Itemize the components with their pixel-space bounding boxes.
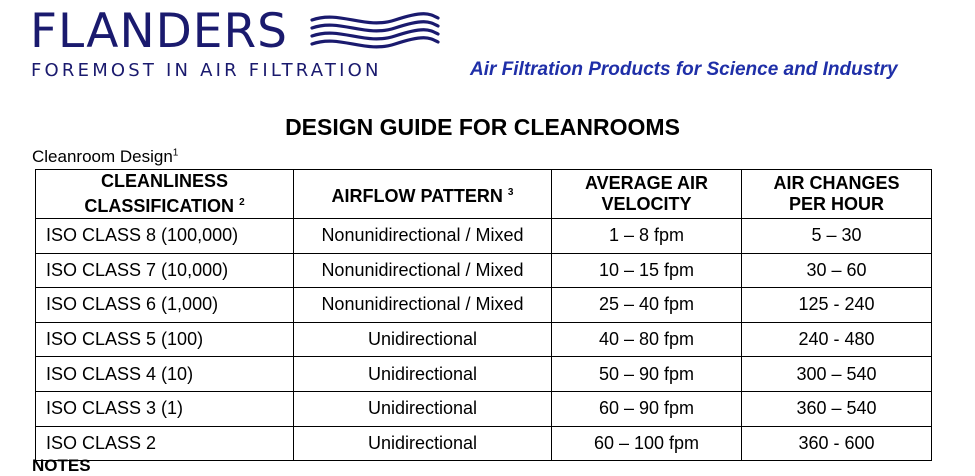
air-velocity-cell: 10 – 15 fpm — [552, 253, 742, 288]
classification-cell: ISO CLASS 2 — [36, 426, 294, 461]
page-title: DESIGN GUIDE FOR CLEANROOMS — [285, 114, 680, 140]
airflow-pattern-cell: Unidirectional — [294, 391, 552, 426]
table-row — [36, 426, 932, 461]
airflow-pattern-cell: Unidirectional — [294, 357, 552, 392]
air-changes-cell: 240 - 480 — [742, 322, 932, 357]
table-row — [36, 288, 932, 323]
air-velocity-cell: 60 – 100 fpm — [552, 426, 742, 461]
notes-heading: NOTES — [32, 456, 91, 475]
brand-logo-text: FLANDERS — [30, 4, 288, 59]
caption-footnote-marker: 1 — [172, 147, 179, 159]
cleanroom-design-table — [35, 169, 932, 461]
table-caption — [32, 147, 178, 167]
header-airflow-pattern: AIRFLOW PATTERN $^3$ — [294, 170, 552, 219]
caption-text: Cleanroom Design — [32, 147, 173, 166]
table-row — [36, 322, 932, 357]
airflow-pattern-cell: Nonunidirectional / Mixed — [294, 253, 552, 288]
air-velocity-cell: 60 – 90 fpm — [552, 391, 742, 426]
air-changes-cell: 360 – 540 — [742, 391, 932, 426]
header-cleanliness-classification: CLEANLINESS CLASSIFICATION $^2$ — [36, 170, 294, 219]
classification-cell: ISO CLASS 3 (1) — [36, 391, 294, 426]
table-header-row — [36, 170, 932, 219]
air-changes-cell: 5 – 30 — [742, 219, 932, 254]
header-air-changes-per-hour: AIR CHANGES PER HOUR — [742, 170, 932, 219]
classification-cell: ISO CLASS 5 (100) — [36, 322, 294, 357]
airflow-pattern-cell: Nonunidirectional / Mixed — [294, 288, 552, 323]
header-slogan: Air Filtration Products for Science and Industry — [470, 59, 898, 80]
classification-cell: ISO CLASS 4 (10) — [36, 357, 294, 392]
classification-cell: ISO CLASS 8 (100,000) — [36, 219, 294, 254]
air-velocity-cell: 1 – 8 fpm — [552, 219, 742, 254]
classification-cell: ISO CLASS 6 (1,000) — [36, 288, 294, 323]
air-velocity-cell: 40 – 80 fpm — [552, 322, 742, 357]
air-changes-cell: 125 - 240 — [742, 288, 932, 323]
table-row — [36, 219, 932, 254]
airflow-pattern-cell: Nonunidirectional / Mixed — [294, 219, 552, 254]
airflow-pattern-cell: Unidirectional — [294, 322, 552, 357]
air-velocity-cell: 50 – 90 fpm — [552, 357, 742, 392]
classification-cell: ISO CLASS 7 (10,000) — [36, 253, 294, 288]
airflow-pattern-cell: Unidirectional — [294, 426, 552, 461]
waves-logo-icon — [310, 12, 440, 56]
header-average-air-velocity: AVERAGE AIR VELOCITY — [552, 170, 742, 219]
table-row — [36, 253, 932, 288]
air-velocity-cell: 25 – 40 fpm — [552, 288, 742, 323]
table-row — [36, 391, 932, 426]
air-changes-cell: 30 – 60 — [742, 253, 932, 288]
brand-tagline: FOREMOST IN AIR FILTRATION — [31, 60, 382, 81]
table-row — [36, 357, 932, 392]
air-changes-cell: 360 - 600 — [742, 426, 932, 461]
air-changes-cell: 300 – 540 — [742, 357, 932, 392]
